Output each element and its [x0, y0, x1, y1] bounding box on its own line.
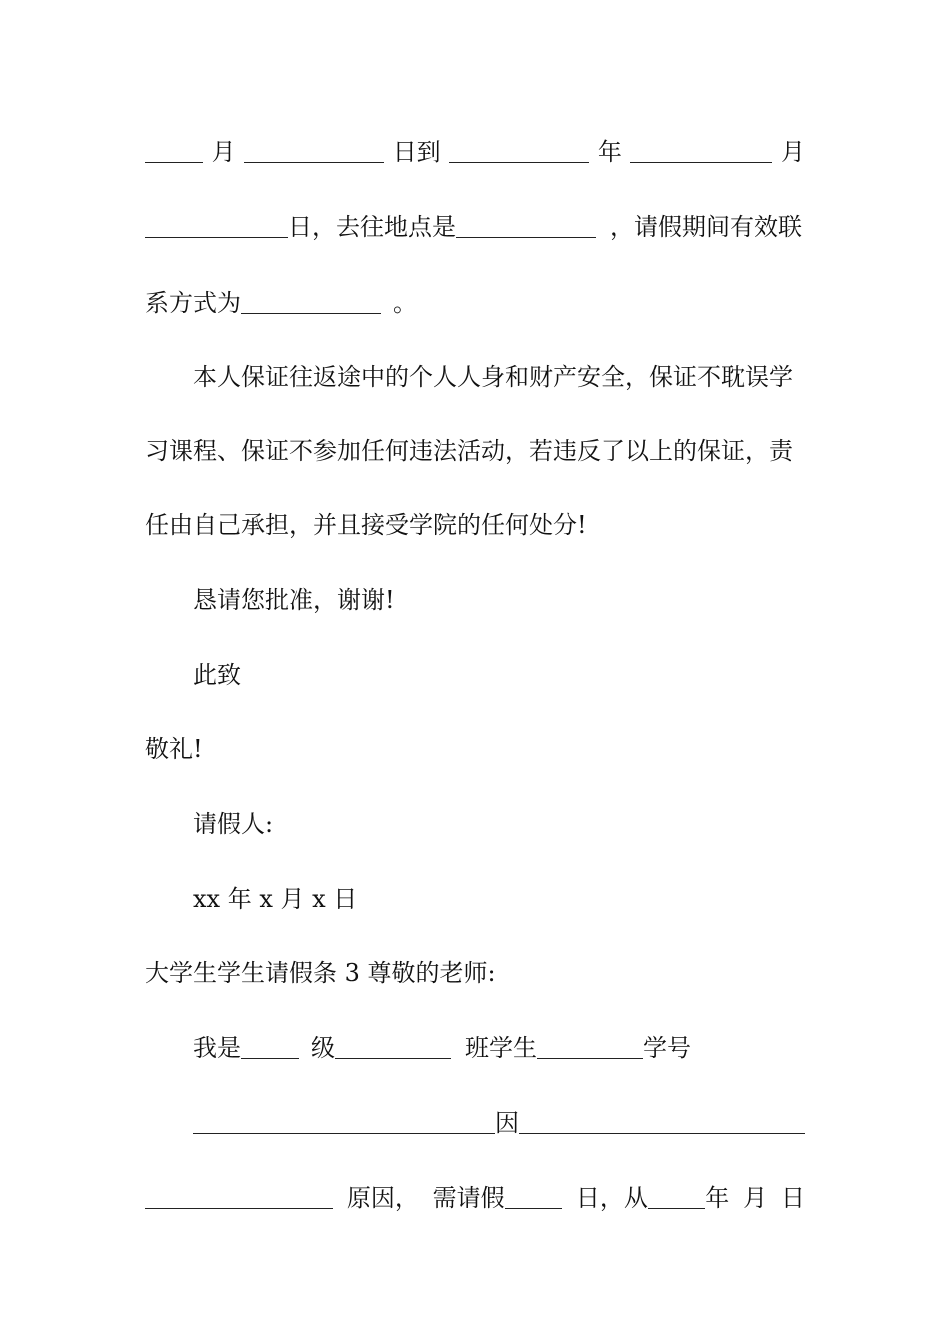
paragraph-line-3: 任由自己承担，并且接受学院的任何处分! [145, 511, 587, 539]
request-line: 恳请您批准，谢谢! [193, 586, 395, 614]
paragraph-line-1: 本人保证往返途中的个人人身和财产安全，保证不耽误学 [193, 363, 793, 391]
label-student-id: 学号 [643, 1034, 691, 1062]
label-grade: 级 [311, 1034, 335, 1062]
label-from-year: 年 [705, 1184, 730, 1212]
blank-end-day[interactable] [145, 213, 288, 238]
destination-line [145, 212, 805, 242]
blank-student-id-label[interactable] [537, 1034, 643, 1059]
reason-line [193, 1108, 805, 1138]
date-range-line [145, 137, 805, 167]
label-need-leave: 需请假 [432, 1184, 505, 1212]
blank-class[interactable] [335, 1034, 451, 1059]
label-because: 因 [495, 1109, 519, 1137]
label-from-month: 月 [743, 1184, 768, 1212]
label-month: 月 [211, 138, 236, 166]
contact-line [145, 288, 805, 318]
label-month-end: 月 [780, 138, 805, 166]
blank-contact[interactable] [241, 289, 381, 314]
blank-grade[interactable] [241, 1034, 299, 1059]
label-day-to: 日到 [392, 138, 441, 166]
blank-reason-b[interactable] [145, 1184, 333, 1209]
paragraph-line-2: 习课程、保证不参加任何违法活动，若违反了以上的保证，责 [145, 437, 793, 465]
label-me: 我是 [193, 1034, 241, 1062]
blank-destination[interactable] [456, 213, 596, 238]
blank-student-id[interactable] [193, 1109, 495, 1134]
section-heading: 大学生学生请假条 3 尊敬的老师: [145, 959, 496, 987]
blank-from-year[interactable] [648, 1184, 705, 1209]
label-reason: 原因， [346, 1184, 419, 1212]
applicant-line: 请假人: [193, 810, 274, 838]
label-contact-method: 系方式为 [145, 289, 241, 317]
date-line: xx 年 x 月 x 日 [193, 885, 358, 913]
student-info-line [193, 1033, 805, 1063]
label-destination: 日，去往地点是 [288, 213, 456, 241]
label-class: 班学生 [465, 1034, 537, 1062]
period: 。 [393, 289, 417, 317]
blank-end-year[interactable] [449, 138, 589, 163]
closing-line-1: 此致 [193, 661, 241, 689]
blank-reason-a[interactable] [519, 1109, 805, 1134]
label-contact: ，请假期间有效联 [610, 213, 802, 241]
blank-days[interactable] [505, 1184, 562, 1209]
blank-end-month[interactable] [630, 138, 772, 163]
label-day-from: 日，从 [575, 1184, 648, 1212]
leave-days-line [145, 1183, 805, 1213]
blank-start-day[interactable] [244, 138, 384, 163]
blank-start-month[interactable] [145, 138, 203, 163]
label-from-day: 日 [780, 1184, 805, 1212]
label-year: 年 [597, 138, 622, 166]
closing-line-2: 敬礼! [145, 735, 203, 763]
